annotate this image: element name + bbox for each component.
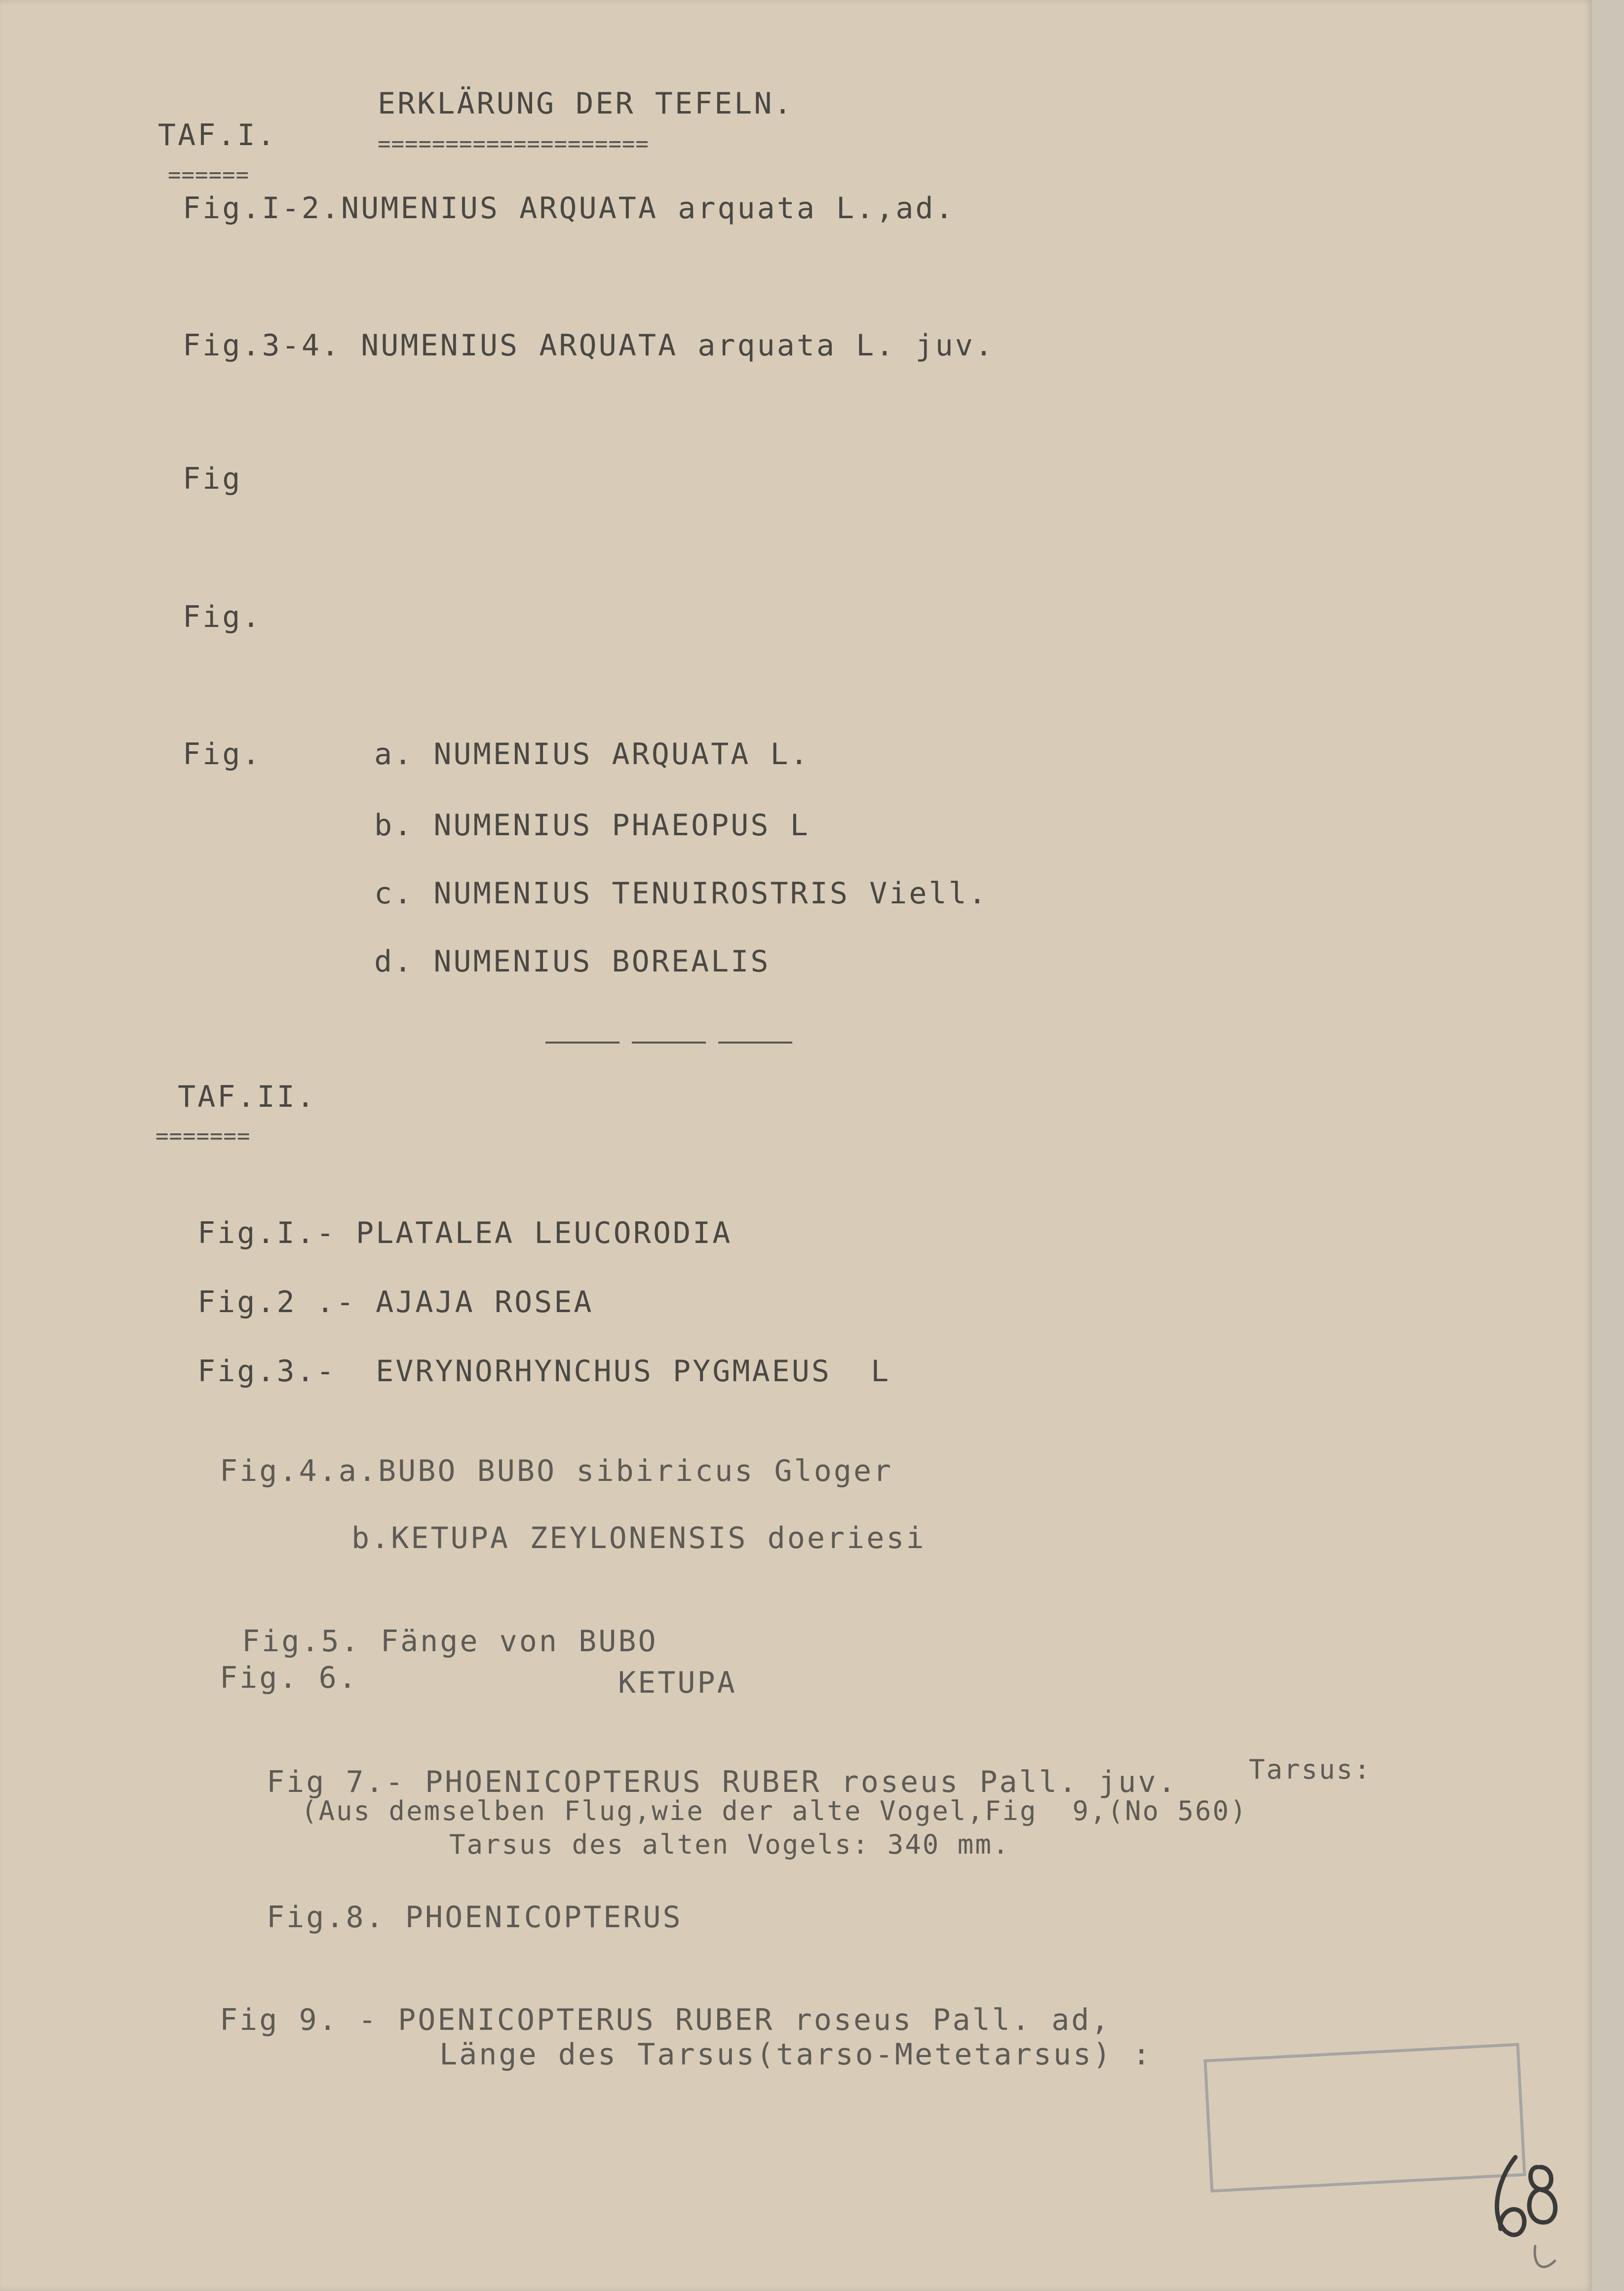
plate-label: TAF.I. xyxy=(158,118,277,153)
figure-line: KETUPA xyxy=(618,1666,737,1700)
archive-stamp xyxy=(1203,2043,1526,2192)
figure-note: Länge des Tarsus(tarso-Metetarsus) : xyxy=(439,2037,1153,2072)
figure-note: Tarsus: xyxy=(1249,1754,1372,1785)
handwritten-page-number xyxy=(1481,2137,1580,2286)
species-line: c. NUMENIUS TENUIROSTRIS Viell. xyxy=(374,876,988,911)
figure-line: Fig. xyxy=(183,600,262,634)
species-line: d. NUMENIUS BOREALIS xyxy=(374,944,771,979)
figure-line: Fig.2 .- AJAJA ROSEA xyxy=(197,1285,594,1320)
figure-line: Fig. xyxy=(183,737,262,772)
page-edge xyxy=(1592,0,1624,2291)
figure-line: Fig.3.- EVRYNORHYNCHUS PYGMAEUS L xyxy=(197,1354,891,1389)
title-underline: ==================== xyxy=(378,131,649,156)
figure-line: Fig.3-4. NUMENIUS ARQUATA arquata L. juv. xyxy=(183,328,995,363)
section-divider xyxy=(545,1042,792,1044)
figure-line: Fig. 6. xyxy=(220,1661,358,1695)
document-title: ERKLÄRUNG DER TEFELN. xyxy=(378,86,794,121)
figure-line: Fig.I.- PLATALEA LEUCORODIA xyxy=(197,1216,733,1250)
figure-line: b.KETUPA ZEYLONENSIS doeriesi xyxy=(351,1521,926,1555)
plate-label-underline: ======= xyxy=(155,1124,251,1149)
figure-line: Fig.4.a.BUBO BUBO sibiricus Gloger xyxy=(220,1454,893,1488)
figure-line: Fig.5. Fänge von BUBO xyxy=(242,1624,658,1659)
species-line: b. NUMENIUS PHAEOPUS L xyxy=(374,808,810,843)
figure-note: (Aus demselben Flug,wie der alte Vogel,Fig 9,(No 560) xyxy=(301,1795,1248,1826)
figure-line: Fig.8. PHOENICOPTERUS xyxy=(267,1900,683,1935)
figure-note: Tarsus des alten Vogels: 340 mm. xyxy=(449,1829,1010,1860)
figure-line: Fig xyxy=(183,462,242,496)
plate-label-underline: ====== xyxy=(168,162,249,188)
figure-line: Fig.I-2.NUMENIUS ARQUATA arquata L.,ad. xyxy=(183,191,955,226)
species-line: a. NUMENIUS ARQUATA L. xyxy=(374,737,810,772)
figure-line: Fig 7.- PHOENICOPTERUS RUBER roseus Pall. juv. xyxy=(267,1765,1178,1799)
figure-line: Fig 9. - POENICOPTERUS RUBER roseus Pall. ad, xyxy=(220,2003,1111,2037)
plate-label: TAF.II. xyxy=(178,1080,316,1114)
